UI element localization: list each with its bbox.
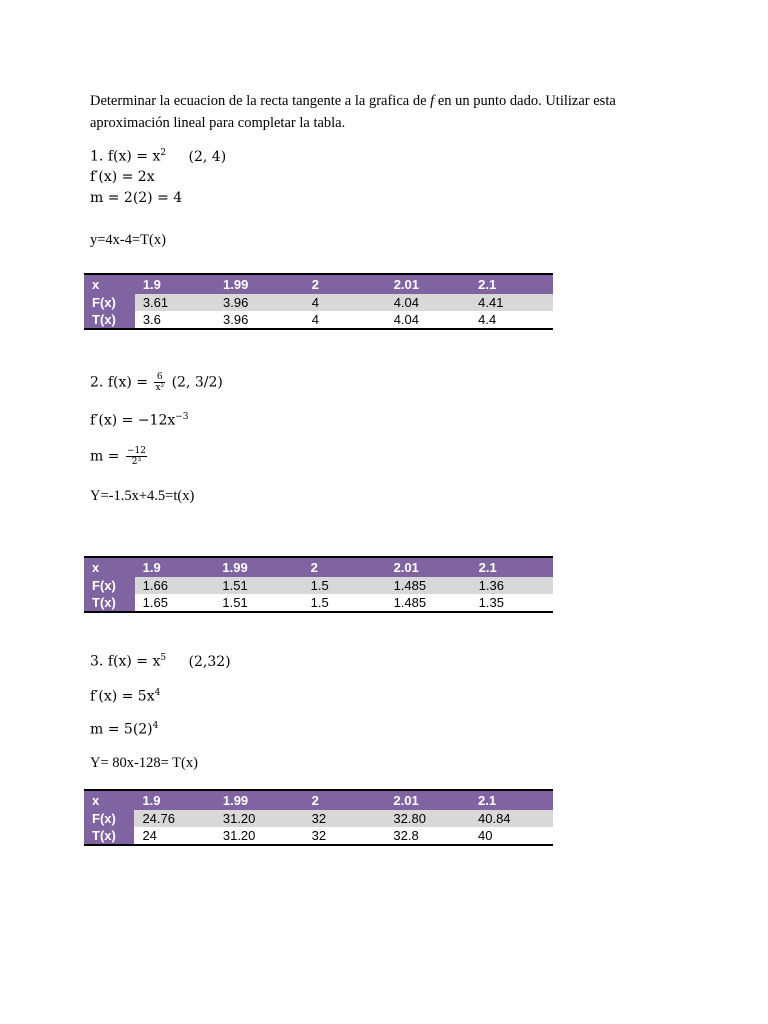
table-header-cell: x bbox=[84, 274, 135, 294]
table-row-label: F(x) bbox=[84, 577, 135, 594]
table-row bbox=[84, 810, 553, 827]
table-header-row bbox=[84, 790, 553, 810]
table-header-cell: 2 bbox=[304, 274, 386, 294]
table-header-cell: 1.99 bbox=[215, 274, 304, 294]
problem-3-number: 3. bbox=[90, 653, 104, 670]
problem-2-slope bbox=[90, 446, 149, 467]
problem-1-point: (2, 4) bbox=[188, 148, 227, 165]
table-header-cell: 1.9 bbox=[135, 274, 215, 294]
problem-1-table bbox=[84, 273, 553, 330]
table-cell: 3.96 bbox=[215, 311, 304, 329]
problem-1-derivative: f′(x) = 2x bbox=[90, 169, 155, 185]
table-cell: 24 bbox=[134, 827, 214, 845]
problem-3-point: (2,32) bbox=[188, 653, 231, 670]
instructions-text-end: en un punto dado. Utilizar esta aproximación lineal para completar la tabla. bbox=[90, 93, 616, 131]
table-cell: 40.84 bbox=[470, 810, 553, 827]
problem-2-slope-fraction bbox=[126, 446, 147, 467]
table-cell: 1.65 bbox=[135, 594, 215, 612]
problem-2-table bbox=[84, 556, 553, 613]
problem-3-slope-exponent: 4 bbox=[152, 721, 159, 731]
table-header-cell: 1.9 bbox=[134, 790, 214, 810]
table-cell: 1.5 bbox=[303, 577, 386, 594]
table-cell: 1.5 bbox=[303, 594, 386, 612]
fraction-denominator: x² bbox=[155, 383, 165, 393]
table-cell: 1.485 bbox=[386, 577, 471, 594]
problem-2-tangent-equation: Y=-1.5x+4.5=t(x) bbox=[90, 488, 195, 504]
problem-3-slope-expr: m = 5(2) bbox=[90, 721, 153, 738]
table-header-cell: 2 bbox=[304, 790, 386, 810]
table-cell: 24.76 bbox=[134, 810, 214, 827]
problem-2-point: (2, 3/2) bbox=[171, 374, 223, 391]
problem-1-function bbox=[90, 148, 226, 165]
table-cell: 3.61 bbox=[135, 294, 215, 311]
table-header-cell: 2.01 bbox=[385, 790, 470, 810]
table-header-cell: 2 bbox=[303, 557, 386, 577]
table-cell: 1.51 bbox=[214, 594, 302, 612]
table-row-label: F(x) bbox=[84, 294, 135, 311]
table-header-cell: 2.1 bbox=[470, 790, 553, 810]
table-header-cell: 2.1 bbox=[471, 557, 553, 577]
table-cell: 4.41 bbox=[470, 294, 553, 311]
table-header-cell: x bbox=[84, 790, 134, 810]
table-row-label: T(x) bbox=[84, 311, 135, 329]
table-row bbox=[84, 827, 553, 845]
table-header-cell: 1.9 bbox=[135, 557, 215, 577]
table-header-cell: 1.99 bbox=[215, 790, 304, 810]
table-cell: 3.6 bbox=[135, 311, 215, 329]
table-cell: 1.36 bbox=[471, 577, 553, 594]
problem-3-table bbox=[84, 789, 553, 846]
table-cell: 1.35 bbox=[471, 594, 553, 612]
table-header-cell: 1.99 bbox=[214, 557, 302, 577]
table-cell: 31.20 bbox=[215, 810, 304, 827]
table-cell: 1.485 bbox=[386, 594, 471, 612]
table-cell: 3.96 bbox=[215, 294, 304, 311]
fraction-numerator: −12 bbox=[126, 446, 146, 456]
table-header-row bbox=[84, 274, 553, 294]
problem-2-function bbox=[90, 372, 223, 393]
problem-1-tangent-equation: y=4x-4=T(x) bbox=[90, 232, 166, 248]
instructions-text-start: Determinar la ecuacion de la recta tangente a la grafica de bbox=[90, 93, 431, 109]
problem-3-function-expr: f(x) = x bbox=[107, 653, 161, 670]
problem-3-function-exponent: 5 bbox=[160, 653, 167, 663]
problem-2-function-fraction bbox=[154, 372, 165, 393]
table-cell: 31.20 bbox=[215, 827, 304, 845]
table-cell: 4.04 bbox=[386, 311, 470, 329]
problem-3-derivative-exponent: 4 bbox=[154, 688, 161, 698]
table-cell: 1.66 bbox=[135, 577, 215, 594]
table-cell: 4.04 bbox=[386, 294, 470, 311]
table-cell: 1.51 bbox=[214, 577, 302, 594]
problem-3-function bbox=[90, 653, 231, 670]
table-row-label: F(x) bbox=[84, 810, 134, 827]
table-row-label: T(x) bbox=[84, 594, 135, 612]
table-cell: 32 bbox=[304, 810, 386, 827]
table-header-cell: 2.01 bbox=[386, 557, 471, 577]
table-cell: 32 bbox=[304, 827, 386, 845]
problem-2-derivative-exponent: −3 bbox=[175, 412, 189, 422]
problem-3-derivative bbox=[90, 688, 160, 705]
problem-3-slope bbox=[90, 721, 158, 738]
problem-2-derivative-expr: f′(x) = −12x bbox=[90, 412, 176, 429]
instructions-paragraph bbox=[90, 90, 680, 134]
problem-3-derivative-expr: f′(x) = 5x bbox=[90, 688, 155, 705]
table-row bbox=[84, 311, 553, 329]
table-cell: 32.80 bbox=[385, 810, 470, 827]
problem-2-number: 2. bbox=[90, 374, 104, 391]
table-cell: 4 bbox=[304, 311, 386, 329]
problem-3-tangent-equation: Y= 80x-128= T(x) bbox=[90, 755, 198, 771]
problem-2-derivative bbox=[90, 412, 189, 429]
problem-2-function-expr: f(x) = bbox=[107, 374, 148, 391]
table-header-cell: 2.1 bbox=[470, 274, 553, 294]
table-header-cell: x bbox=[84, 557, 135, 577]
table-header-cell: 2.01 bbox=[386, 274, 470, 294]
fraction-numerator: 6 bbox=[154, 372, 165, 383]
problem-1-function-exponent: 2 bbox=[160, 148, 167, 158]
table-cell: 32.8 bbox=[385, 827, 470, 845]
problem-1-slope: m = 2(2) = 4 bbox=[90, 190, 183, 206]
table-row bbox=[84, 294, 553, 311]
fraction-denominator: 2³ bbox=[131, 457, 142, 467]
table-cell: 4 bbox=[304, 294, 386, 311]
table-row bbox=[84, 594, 553, 612]
problem-2-slope-expr: m = bbox=[90, 448, 120, 465]
table-header-row bbox=[84, 557, 553, 577]
table-cell: 40 bbox=[470, 827, 553, 845]
table-row bbox=[84, 577, 553, 594]
table-row-label: T(x) bbox=[84, 827, 134, 845]
problem-1-function-expr: f(x) = x bbox=[107, 148, 161, 165]
function-symbol: f bbox=[430, 93, 435, 109]
table-cell: 4.4 bbox=[470, 311, 553, 329]
problem-1-number: 1. bbox=[90, 148, 104, 165]
